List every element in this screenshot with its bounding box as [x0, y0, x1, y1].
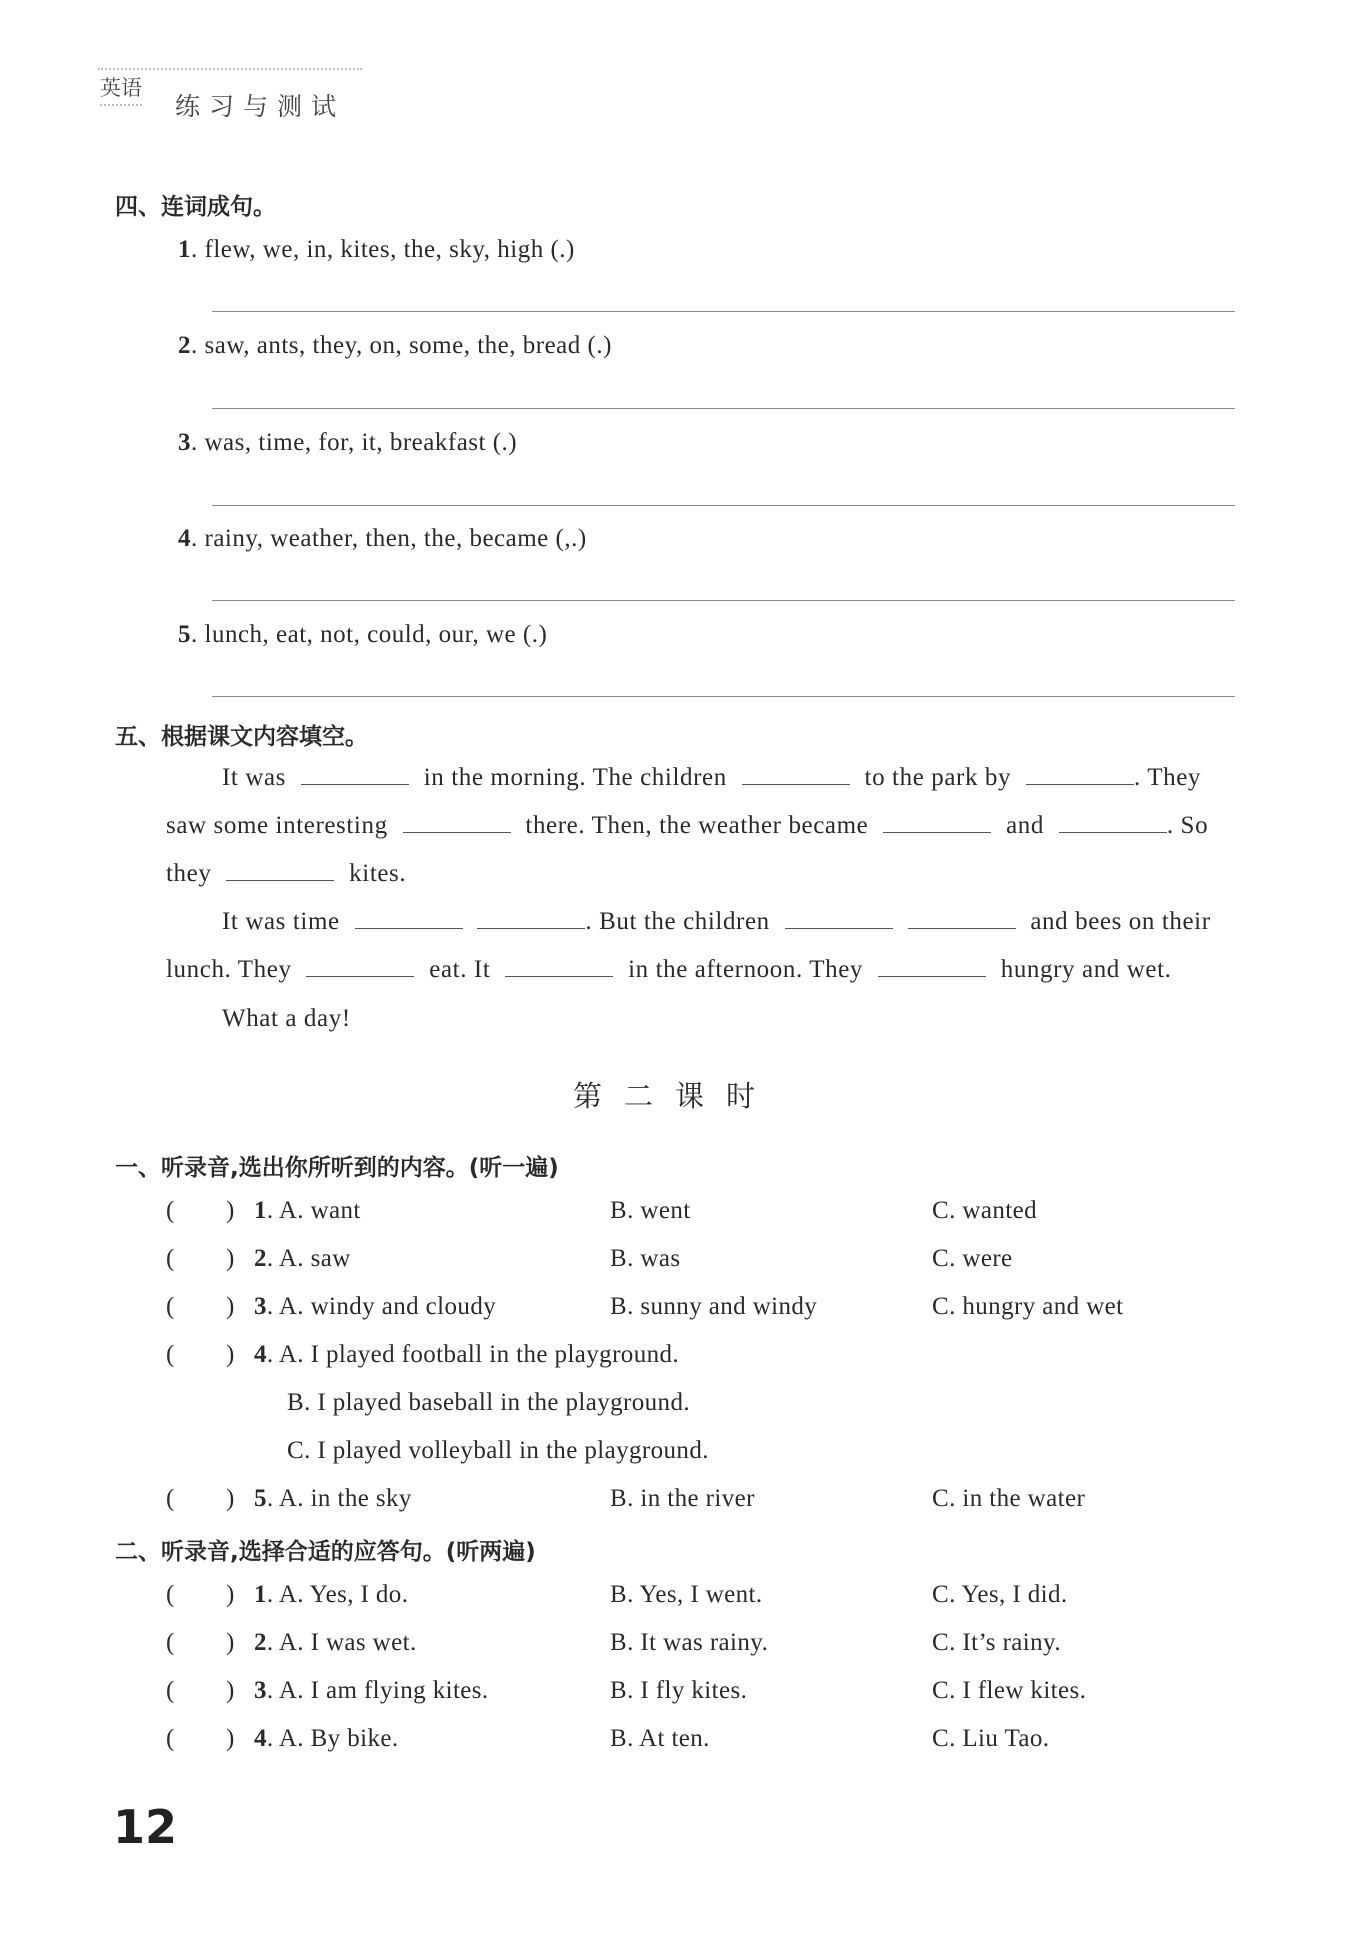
fill-blank[interactable]	[908, 908, 1016, 929]
passage-text: . So	[1166, 812, 1209, 839]
s4-question-1	[178, 236, 575, 264]
answer-bracket-close: )	[226, 1293, 235, 1320]
passage-text: to the park by	[864, 764, 1012, 791]
answer-line-5[interactable]	[212, 696, 1235, 697]
l1-q4-option-a	[254, 1341, 679, 1369]
answer-bracket-close: )	[226, 1245, 235, 1272]
answer-bracket-open: (	[166, 1677, 175, 1704]
fill-blank[interactable]	[477, 908, 585, 929]
question-number: 2	[178, 332, 191, 359]
section-4-title: 四、连词成句。	[115, 194, 276, 220]
answer-bracket-open: (	[166, 1341, 175, 1368]
listening-1-title: 一、听录音,选出你所听到的内容。(听一遍)	[115, 1155, 559, 1181]
l1-q2-option-c: C. were	[932, 1245, 1013, 1272]
l1-q1-option-a	[254, 1197, 361, 1225]
l2-q1-option-b: B. Yes, I went.	[610, 1581, 763, 1608]
passage-line-3	[166, 860, 406, 888]
l2-q3-option-c: C. I flew kites.	[932, 1677, 1087, 1704]
header-dotted-rule	[98, 68, 362, 70]
l1-q5-option-c: C. in the water	[932, 1485, 1086, 1512]
l1-q2-option-a	[254, 1245, 351, 1273]
fill-blank[interactable]	[301, 764, 409, 785]
question-number: 1	[254, 1197, 267, 1224]
question-number: 3	[178, 429, 191, 456]
question-number: 2	[254, 1629, 267, 1656]
passage-text: saw some interesting	[166, 812, 388, 839]
answer-bracket-open: (	[166, 1197, 175, 1224]
l2-q3-option-b: B. I fly kites.	[610, 1677, 748, 1704]
fill-blank[interactable]	[1026, 764, 1134, 785]
passage-text: It was	[222, 764, 287, 791]
question-number: 5	[254, 1485, 267, 1512]
question-number: 2	[254, 1245, 267, 1272]
answer-bracket-open: (	[166, 1629, 175, 1656]
fill-blank[interactable]	[226, 860, 334, 881]
question-text: . was, time, for, it, breakfast (.)	[191, 429, 518, 456]
option-text: . A. I played football in the playground.	[266, 1341, 680, 1368]
l1-q3-option-b: B. sunny and windy	[610, 1293, 818, 1320]
question-number: 5	[178, 621, 191, 648]
passage-text: kites.	[349, 860, 407, 887]
passage-text: . But the children	[585, 908, 770, 935]
s4-question-5	[178, 621, 547, 649]
passage-line-6: What a day!	[222, 1005, 351, 1032]
s4-question-3	[178, 429, 517, 457]
passage-line-5	[166, 956, 1172, 984]
question-number: 4	[178, 525, 191, 552]
option-text: . A. I am flying kites.	[266, 1677, 489, 1704]
fill-blank[interactable]	[785, 908, 893, 929]
question-text: . rainy, weather, then, the, became (,.)	[191, 525, 587, 552]
l2-q2-option-a	[254, 1629, 417, 1657]
l2-q1-option-c: C. Yes, I did.	[932, 1581, 1068, 1608]
l2-q4-option-c: C. Liu Tao.	[932, 1725, 1050, 1752]
page-number: 12	[113, 1800, 178, 1854]
option-text: . A. I was wet.	[266, 1629, 417, 1656]
answer-bracket-open: (	[166, 1581, 175, 1608]
answer-line-3[interactable]	[212, 505, 1235, 506]
fill-blank[interactable]	[1059, 812, 1167, 833]
option-text: . A. By bike.	[266, 1725, 399, 1752]
option-text: . A. Yes, I do.	[266, 1581, 409, 1608]
l2-q4-option-a	[254, 1725, 399, 1753]
l1-q3-option-a	[254, 1293, 496, 1321]
option-text: . A. want	[266, 1197, 361, 1224]
passage-text: hungry and wet.	[1000, 956, 1172, 983]
answer-bracket-close: )	[226, 1581, 235, 1608]
fill-blank[interactable]	[742, 764, 850, 785]
passage-text: eat. It	[429, 956, 491, 983]
passage-text: in the afternoon. They	[628, 956, 864, 983]
fill-blank[interactable]	[306, 956, 414, 977]
answer-bracket-close: )	[226, 1629, 235, 1656]
passage-text: they	[166, 860, 212, 887]
lesson-title: 第二课时	[572, 1079, 777, 1113]
passage-line-2	[166, 812, 1208, 840]
passage-text: . They	[1133, 764, 1201, 791]
question-number: 4	[254, 1341, 267, 1368]
passage-text: and	[1006, 812, 1044, 839]
answer-line-4[interactable]	[212, 600, 1235, 601]
s4-question-4	[178, 525, 587, 553]
s4-question-2	[178, 332, 612, 360]
question-number: 3	[254, 1677, 267, 1704]
option-text: . A. windy and cloudy	[266, 1293, 497, 1320]
l2-q2-option-b: B. It was rainy.	[610, 1629, 769, 1656]
answer-bracket-open: (	[166, 1485, 175, 1512]
answer-bracket-open: (	[166, 1245, 175, 1272]
fill-blank[interactable]	[505, 956, 613, 977]
l1-q5-option-a	[254, 1485, 412, 1513]
answer-bracket-open: (	[166, 1293, 175, 1320]
answer-bracket-close: )	[226, 1677, 235, 1704]
l1-q1-option-b: B. went	[610, 1197, 691, 1224]
passage-text: It was time	[222, 908, 340, 935]
book-title: 练习与测试	[175, 92, 346, 121]
l2-q4-option-b: B. At ten.	[610, 1725, 710, 1752]
answer-line-1[interactable]	[212, 311, 1235, 312]
question-text: . saw, ants, they, on, some, the, bread (.)	[191, 332, 612, 359]
answer-bracket-close: )	[226, 1197, 235, 1224]
passage-text: and bees on their	[1030, 908, 1211, 935]
question-number: 3	[254, 1293, 267, 1320]
l2-q3-option-a	[254, 1677, 489, 1705]
subject-label: 英语	[100, 72, 142, 106]
question-text: . lunch, eat, not, could, our, we (.)	[191, 621, 548, 648]
question-text: . flew, we, in, kites, the, sky, high (.)	[191, 236, 575, 263]
fill-blank[interactable]	[878, 956, 986, 977]
l1-q4-option-c: C. I played volleyball in the playground.	[287, 1437, 709, 1464]
question-number: 1	[178, 236, 191, 263]
question-number: 1	[254, 1581, 267, 1608]
listening-2-title: 二、听录音,选择合适的应答句。(听两遍)	[115, 1539, 536, 1565]
passage-line-1	[222, 764, 1201, 792]
passage-text: there. Then, the weather became	[525, 812, 869, 839]
l1-q4-option-b: B. I played baseball in the playground.	[287, 1389, 691, 1416]
passage-text: lunch. They	[166, 956, 292, 983]
passage-text: in the morning. The children	[423, 764, 727, 791]
section-5-title: 五、根据课文内容填空。	[115, 724, 368, 750]
l1-q3-option-c: C. hungry and wet	[932, 1293, 1124, 1320]
option-text: . A. in the sky	[266, 1485, 412, 1512]
answer-line-2[interactable]	[212, 408, 1235, 409]
answer-bracket-close: )	[226, 1485, 235, 1512]
l1-q2-option-b: B. was	[610, 1245, 681, 1272]
l2-q1-option-a	[254, 1581, 408, 1609]
l2-q2-option-c: C. It’s rainy.	[932, 1629, 1061, 1656]
fill-blank[interactable]	[355, 908, 463, 929]
question-number: 4	[254, 1725, 267, 1752]
fill-blank[interactable]	[883, 812, 991, 833]
answer-bracket-close: )	[226, 1725, 235, 1752]
option-text: . A. saw	[266, 1245, 351, 1272]
l1-q5-option-b: B. in the river	[610, 1485, 755, 1512]
answer-bracket-close: )	[226, 1341, 235, 1368]
answer-bracket-open: (	[166, 1725, 175, 1752]
l1-q1-option-c: C. wanted	[932, 1197, 1037, 1224]
passage-line-4	[222, 908, 1211, 936]
fill-blank[interactable]	[403, 812, 511, 833]
